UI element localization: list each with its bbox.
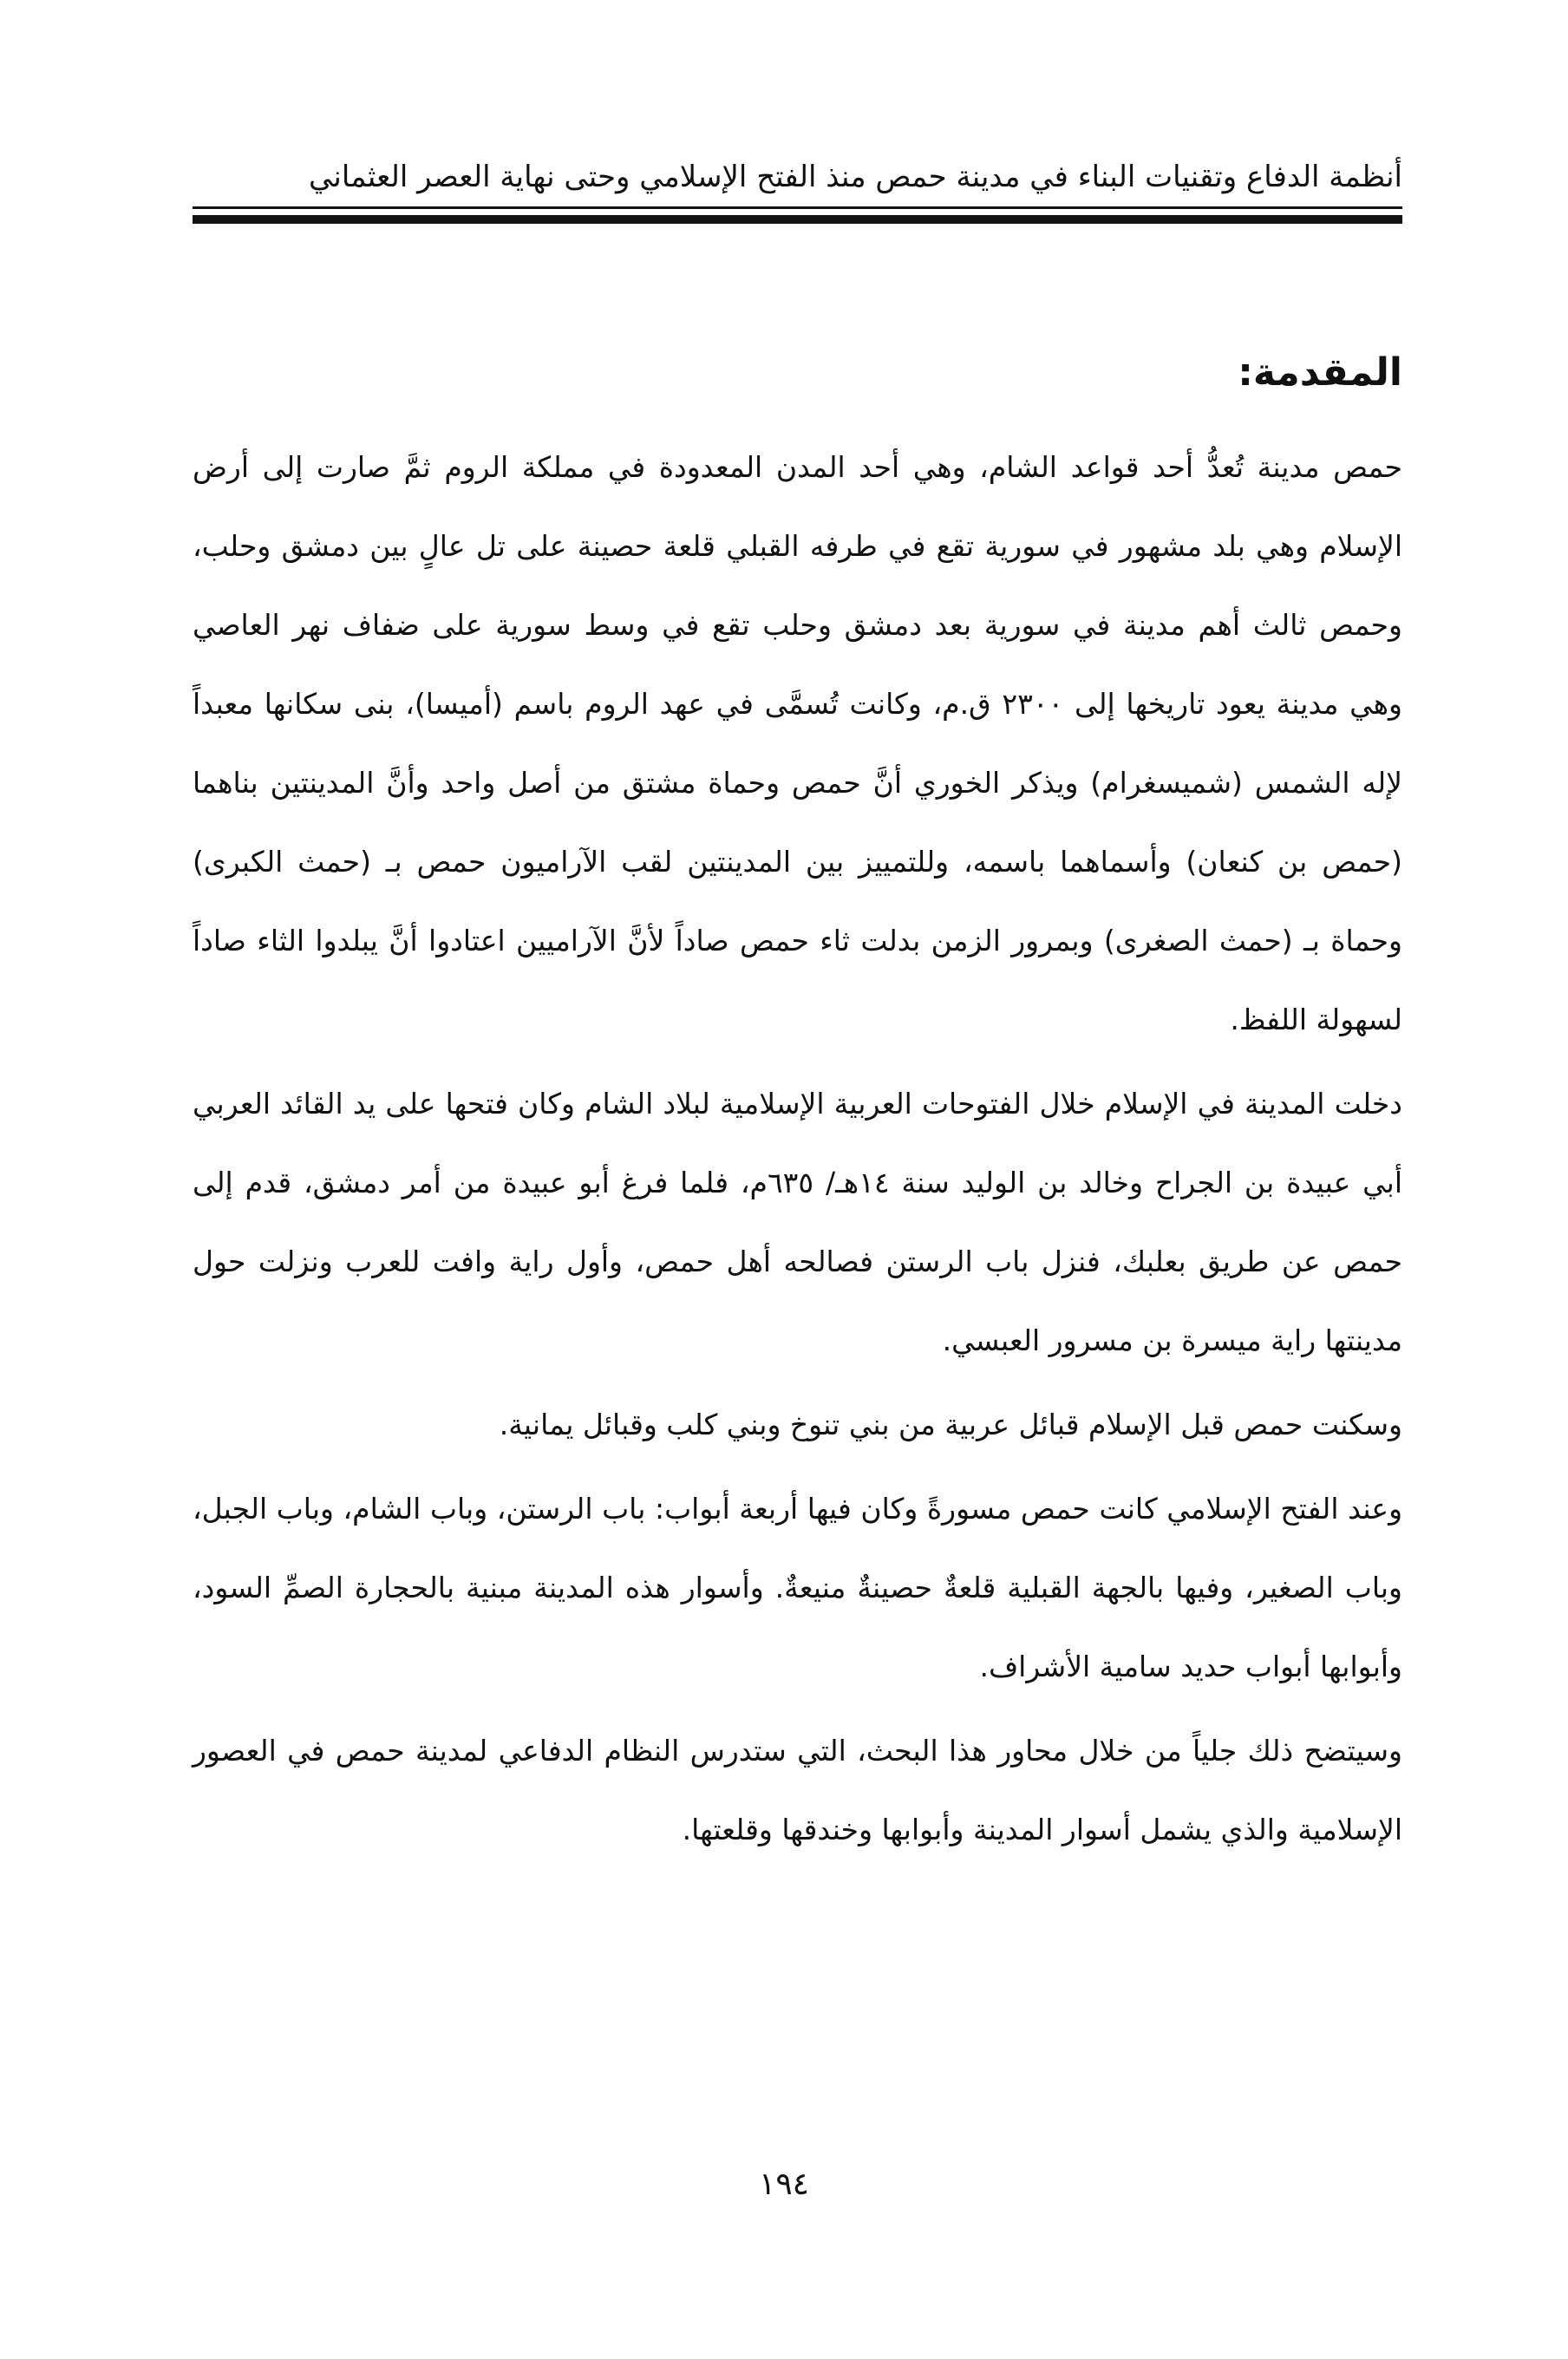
main-content	[193, 343, 1402, 1874]
running-header: أنظمة الدفاع وتقنيات البناء في مدينة حمص منذ الفتح الإسلامي وحتى نهاية العصر العثماني	[309, 160, 1402, 194]
section-title: المقدمة:	[1238, 350, 1402, 395]
paragraph-intro-homs: حمص مدينة تُعدُّ أحد قواعد الشام، وهي أحد المدن المعدودة في مملكة الروم ثمَّ صارت إلى أرض الإسلام وهي بلد مشهور في سورية تقع في طرفه القبلي قلعة حصينة على تل عالٍ بين دمشق وحلب، وحمص ثالث أهم مدينة في سورية بعد دمشق وحلب تقع في وسط سورية على ضفاف نهر العاصي وهي مدينة يعود تاريخها إلى ٢٣٠٠ ق.م، وكانت تُسمَّى في عهد الروم باسم (أميسا)، بنى سكانها معبداً لإله الشمس (شميسغرام) ويذكر الخوري أنَّ حمص وحماة مشتق من أصل واحد وأنَّ المدينتين بناهما (حمص بن كنعان) وأسماهما باسمه، وللتمييز بين المدينتين لقب الآراميون حمص بـ (حمث الكبرى) وحماة بـ (حمث الصغرى) وبمرور الزمن بدلت ثاء حمص صاداً لأنَّ الآراميين اعتادوا أنَّ يبلدوا الثاء صاداً لسهولة اللفظ.	[193, 450, 1402, 1036]
paragraph-arab-tribes: وسكنت حمص قبل الإسلام قبائل عربية من بني تنوخ وبني كلب وقبائل يمانية.	[499, 1408, 1402, 1441]
paragraph-islamic-conquest: دخلت المدينة في الإسلام خلال الفتوحات العربية الإسلامية لبلاد الشام وكان فتحها على يد القائد العربي أبي عبيدة بن الجراح وخالد بن الوليد سنة ١٤هـ/ ٦٣٥م، فلما فرغ أبو عبيدة من أمر دمشق، قدم إلى حمص عن طريق بعلبك، فنزل باب الرستن فصالحه أهل حمص، وأول راية وافت للعرب ونزلت حول مدينتها راية ميسرة بن مسرور العبسي.	[193, 1087, 1402, 1357]
paragraph-city-gates: وعند الفتح الإسلامي كانت حمص مسورةً وكان فيها أربعة أبواب: باب الرستن، وباب الشام، وباب الجبل، وباب الصغير، وفيها بالجهة القبلية قلعةٌ حصينةٌ منيعةٌ. وأسوار هذه المدينة مبنية بالحجارة الصمِّ السود، وأبوابها أبواب حديد سامية الأشراف.	[193, 1492, 1402, 1683]
page-number: ١٩٤	[758, 2166, 809, 2202]
header-rule-thin	[193, 206, 1402, 209]
paragraph-research-scope: وسيتضح ذلك جلياً من خلال محاور هذا البحث، التي ستدرس النظام الدفاعي لمدينة حمص في العصور الإسلامية والذي يشمل أسوار المدينة وأبوابها وخندقها وقلعتها.	[193, 1734, 1402, 1846]
header-rule-thick	[193, 215, 1402, 224]
